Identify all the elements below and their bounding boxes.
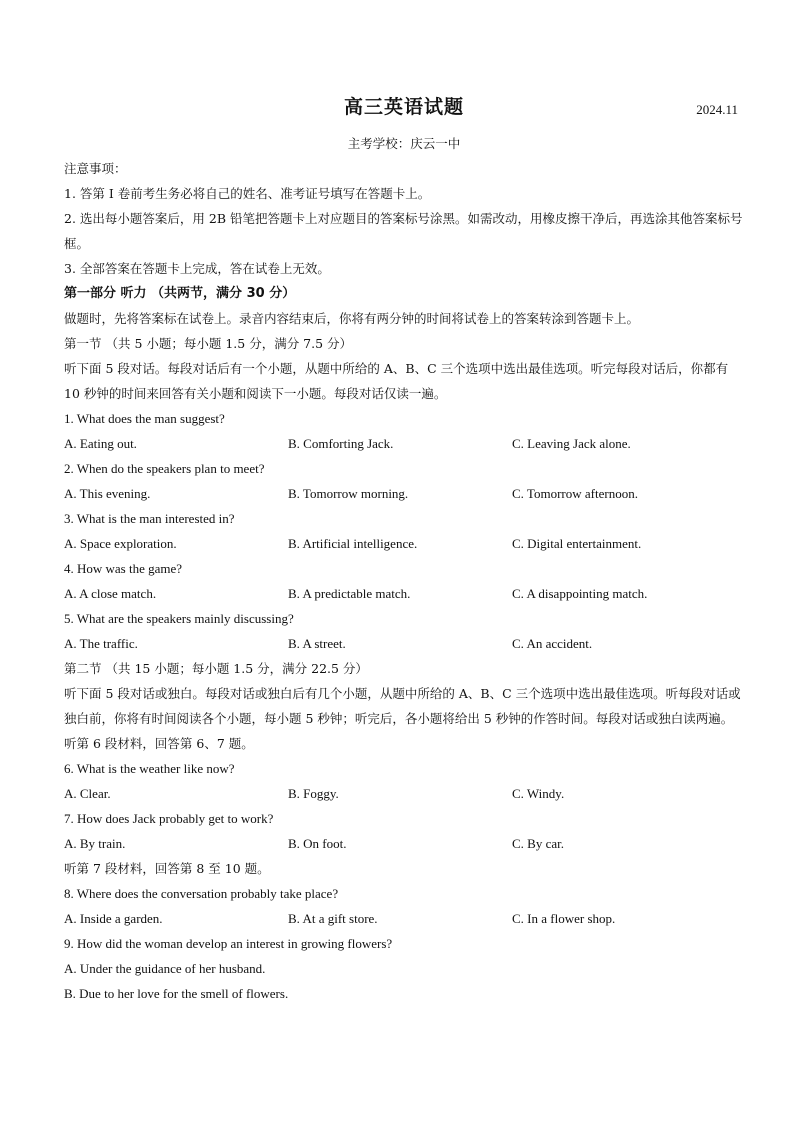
material-7-note: 听第 7 段材料，回答第 8 至 10 题。 xyxy=(64,861,270,876)
option-a: A. This evening. xyxy=(64,486,151,501)
question-9: 9. How did the woman develop an interest in growing flowers? xyxy=(64,936,393,951)
options-6 xyxy=(64,781,744,806)
option-a: A. Inside a garden. xyxy=(64,911,163,926)
question-1: 1. What does the man suggest? xyxy=(64,411,225,426)
question-8: 8. Where does the conversation probably take place? xyxy=(64,886,339,901)
question-4: 4. How was the game? xyxy=(64,561,183,576)
exam-title: 高三英语试题 xyxy=(343,96,464,118)
option-b: B. At a gift store. xyxy=(288,911,378,926)
question-3: 3. What is the man interested in? xyxy=(64,511,235,526)
question-7: 7. How does Jack probably get to work? xyxy=(64,811,274,826)
option-a: A. Under the guidance of her husband. xyxy=(64,961,266,976)
option-b: B. Comforting Jack. xyxy=(288,436,394,451)
option-c: C. By car. xyxy=(512,836,564,851)
option-b: B. A street. xyxy=(288,636,346,651)
option-c: C. An accident. xyxy=(512,636,593,651)
exam-page xyxy=(64,92,744,1006)
notice-item-3: 3. 全部答案在答题卡上完成，答在试卷上无效。 xyxy=(64,261,330,276)
section1-instructions: 听下面 5 段对话。每段对话后有一个小题，从题中所给的 A、B、C 三个选项中选出最佳选项。听完每段对话后，你都有 10 秒钟的时间来回答有关小题和阅读下一小题。每段对话仅读一遍。 xyxy=(64,361,729,401)
option-c: C. Tomorrow afternoon. xyxy=(512,486,638,501)
section2-title: 第二节 （共 15 小题；每小题 1.5 分，满分 22.5 分） xyxy=(64,661,368,676)
part1-intro: 做题时，先将答案标在试卷上。录音内容结束后，你将有两分钟的时间将试卷上的答案转涂到答题卡上。 xyxy=(64,311,640,326)
option-b: B. Due to her love for the smell of flowers. xyxy=(64,986,289,1001)
part1-title: 第一部分 听力 （共两节，满分 30 分） xyxy=(64,286,296,301)
option-c: C. Leaving Jack alone. xyxy=(512,436,631,451)
options-2 xyxy=(64,481,744,506)
question-2: 2. When do the speakers plan to meet? xyxy=(64,461,265,476)
options-5 xyxy=(64,631,744,656)
host-school: 主考学校：庆云一中 xyxy=(347,136,461,151)
option-c: C. Digital entertainment. xyxy=(512,536,642,551)
options-4 xyxy=(64,581,744,606)
option-a: A. By train. xyxy=(64,836,126,851)
option-a: A. The traffic. xyxy=(64,636,138,651)
option-b: B. Foggy. xyxy=(288,786,339,801)
options-7 xyxy=(64,831,744,856)
options-1 xyxy=(64,431,744,456)
notice-item-2: 2. 选出每小题答案后，用 2B 铅笔把答题卡上对应题目的答案标号涂黑。如需改动，用橡皮擦干净后，再选涂其他答案标号框。 xyxy=(64,211,743,251)
option-a: A. A close match. xyxy=(64,586,157,601)
option-c: C. Windy. xyxy=(512,786,565,801)
notice-heading: 注意事项： xyxy=(64,161,127,176)
material-6-note: 听第 6 段材料，回答第 6、7 题。 xyxy=(64,736,254,751)
header xyxy=(64,92,744,128)
option-b: B. Tomorrow morning. xyxy=(288,486,409,501)
exam-date: 2024.11 xyxy=(696,102,738,117)
option-b: B. On foot. xyxy=(288,836,347,851)
option-b: B. Artificial intelligence. xyxy=(288,536,418,551)
notice-item-1: 1. 答第 I 卷前考生务必将自己的姓名、准考证号填写在答题卡上。 xyxy=(64,186,431,201)
section1-title: 第一节 （共 5 小题；每小题 1.5 分，满分 7.5 分） xyxy=(64,336,353,351)
option-a: A. Eating out. xyxy=(64,436,137,451)
option-a: A. Clear. xyxy=(64,786,111,801)
options-8 xyxy=(64,906,744,931)
section2-instructions: 听下面 5 段对话或独白。每段对话或独白后有几个小题，从题中所给的 A、B、C 三个选项中选出最佳选项。听每段对话或独白前，你将有时间阅读各个小题，每小题 5 秒钟；听完后，各小题将给出 5 秒钟的作答时间。每段对话或独白读两遍。 xyxy=(64,686,741,726)
question-6: 6. What is the weather like now? xyxy=(64,761,235,776)
options-3 xyxy=(64,531,744,556)
option-c: C. In a flower shop. xyxy=(512,911,616,926)
question-5: 5. What are the speakers mainly discussing? xyxy=(64,611,294,626)
option-b: B. A predictable match. xyxy=(288,586,411,601)
option-a: A. Space exploration. xyxy=(64,536,177,551)
option-c: C. A disappointing match. xyxy=(512,586,648,601)
